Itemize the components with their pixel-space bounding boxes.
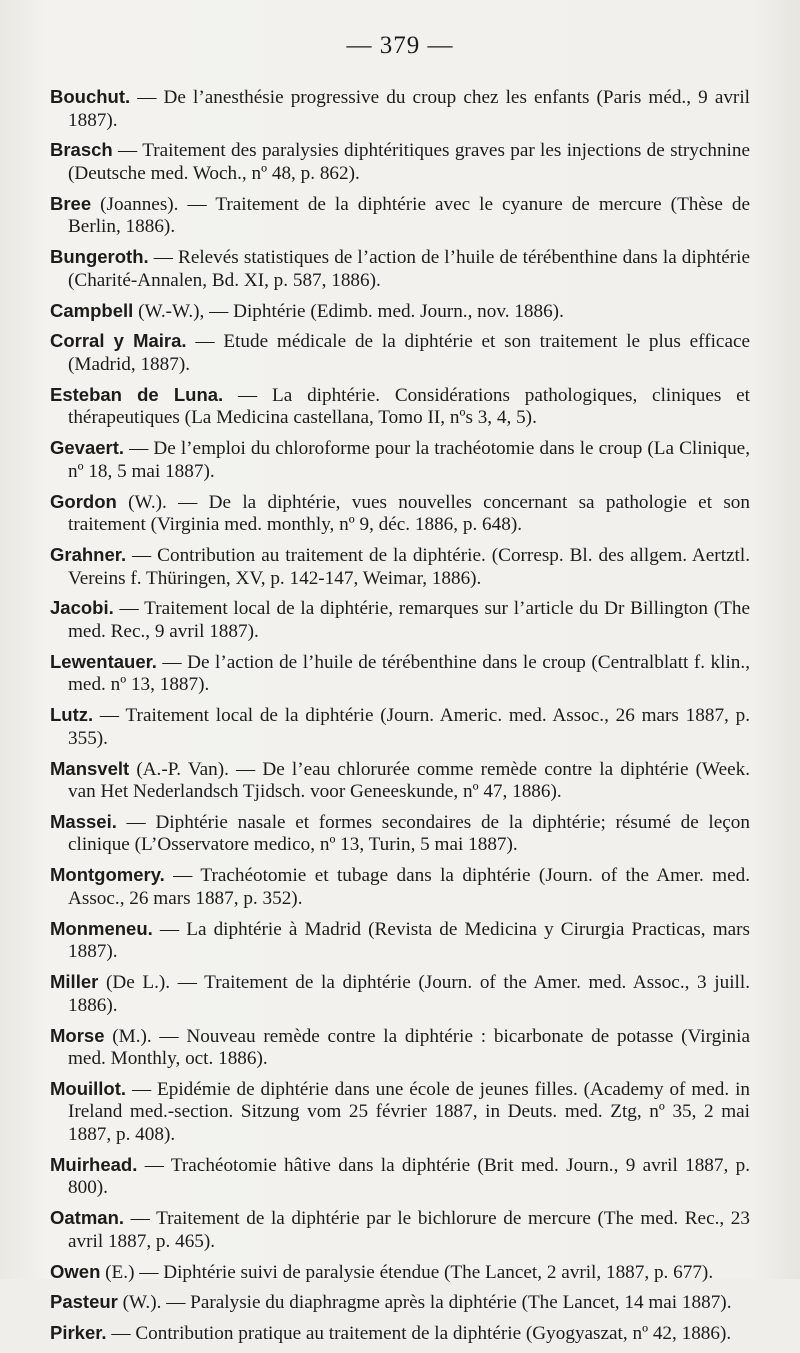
entry-author: Mansvelt (50, 757, 130, 779)
bibliography-entry (50, 1261, 750, 1285)
entry-text: — Traitement local de la diphtérie, remarques sur l’article du Dr Billington (The med. Rec., 9 avril 1887). (68, 598, 750, 642)
entry-text: — La diphtérie. Considérations pathologiques, cliniques et thérapeutiques (La Medicina castellana, Tomo II, nºs 3, 4, 5). (68, 384, 750, 429)
bibliography-entry (50, 246, 750, 292)
entry-author: Lewentauer. (50, 650, 157, 672)
bibliography-entry (50, 1322, 750, 1346)
entry-author: Oatman. (50, 1207, 125, 1229)
entry-author: Gevaert. (50, 437, 125, 459)
bibliography-list (50, 86, 750, 1353)
entry-author: Muirhead. (50, 1153, 138, 1175)
bibliography-entry (50, 651, 750, 697)
bibliography-entry (50, 597, 750, 643)
bibliography-entry (50, 1154, 750, 1200)
entry-author: Jacobi. (50, 597, 114, 619)
bibliography-entry (50, 384, 750, 430)
bibliography-entry (50, 437, 750, 483)
bibliography-entry (50, 1025, 750, 1071)
bibliography-entry (50, 811, 750, 857)
entry-text: — De l’anesthésie progressive du croup chez les enfants (Paris méd., 9 avril 1887). (68, 87, 750, 131)
entry-text: — Diphtérie nasale et formes secondaires de la diphtérie; résumé de leçon clinique (L’Osservatore medico, nº 13, Turin, 5 mai 1887). (68, 811, 750, 856)
entry-author: Morse (50, 1024, 105, 1046)
entry-text: (W.-W.), — Diphtérie (Edimb. med. Journ., nov. 1886). (133, 300, 564, 322)
entry-author: Bree (50, 192, 92, 214)
entry-text: — Contribution pratique au traitement de la diphtérie (Gyogyaszat, nº 42, 1886). (106, 1323, 732, 1345)
entry-text: — De l’emploi du chloroforme pour la trachéotomie dans le croup (La Clinique, nº 18, 5 mai 1887). (68, 438, 750, 482)
entry-text: — Epidémie de diphtérie dans une école de jeunes filles. (Academy of med. in Ireland med.-section. Sitzung vom 25 février 1887, in Deuts. med. Ztg, nº 35, 2 mai 1887, p. 408). (68, 1078, 750, 1145)
bibliography-entry (50, 1291, 750, 1315)
bibliography-entry (50, 864, 750, 910)
bibliography-entry (50, 918, 750, 964)
entry-text: — Contribution au traitement de la diphtérie. (Corresp. Bl. des allgem. Aertztl. Vereins f. Thüringen, XV, p. 142-147, Weimar, 1886). (68, 545, 750, 589)
entry-author: Bungeroth. (50, 246, 149, 268)
entry-text: — Trachéotomie et tubage dans la diphtérie (Journ. of the Amer. med. Assoc., 26 mars 1887, p. 352). (68, 865, 750, 909)
bibliography-entry (50, 971, 750, 1017)
entry-text: — Trachéotomie hâtive dans la diphtérie (Brit med. Journ., 9 avril 1887, p. 800). (68, 1154, 750, 1199)
entry-author: Massei. (50, 810, 117, 832)
entry-author: Corral y Maira. (50, 330, 187, 352)
entry-author: Esteban de Luna. (50, 383, 224, 405)
entry-text: (Joannes). — Traitement de la diphtérie avec le cyanure de mercure (Thèse de Berlin, 1886). (68, 193, 750, 238)
entry-text: (A.-P. Van). — De l’eau chlorurée comme remède contre la diphtérie (Week. van Het Nederlandsch Tjidsch. voor Geneeskunde, nº 47, 1886). (68, 758, 750, 803)
entry-author: Mouillot. (50, 1077, 127, 1099)
entry-text: (W.). — Paralysie du diaphragme après la diphtérie (The Lancet, 14 mai 1887). (117, 1292, 732, 1314)
entry-author: Monmeneu. (50, 917, 153, 939)
entry-text: — La diphtérie à Madrid (Revista de Medicina y Cirurgia Practicas, mars 1887). (68, 918, 750, 963)
entry-author: Brasch (50, 139, 113, 161)
entry-author: Pirker. (50, 1322, 107, 1344)
bibliography-entry (50, 1078, 750, 1147)
bibliography-entry (50, 193, 750, 239)
bibliography-entry (50, 330, 750, 376)
entry-text: — Traitement local de la diphtérie (Journ. Americ. med. Assoc., 26 mars 1887, p. 355). (68, 705, 750, 749)
bibliography-entry (50, 758, 750, 804)
bibliography-entry (50, 704, 750, 750)
entry-author: Owen (50, 1260, 101, 1282)
entry-author: Montgomery. (50, 864, 165, 886)
entry-text: — Relevés statistiques de l’action de l’huile de térébenthine dans la diphtérie (Charité-Annalen, Bd. XI, p. 587, 1886). (68, 247, 750, 291)
entry-author: Gordon (50, 490, 117, 512)
entry-author: Lutz. (50, 704, 94, 726)
entry-text: — Etude médicale de la diphtérie et son traitement le plus efficace (Madrid, 1887). (68, 331, 750, 375)
entry-author: Grahner. (50, 544, 127, 566)
entry-author: Pasteur (50, 1291, 118, 1313)
bibliography-entry (50, 139, 750, 185)
entry-text: — Traitement de la diphtérie par le bichlorure de mercure (The med. Rec., 23 avril 1887, p. 465). (68, 1208, 750, 1252)
bibliography-entry (50, 544, 750, 590)
bibliography-entry (50, 1207, 750, 1253)
entry-text: (De L.). — Traitement de la diphtérie (Journ. of the Amer. med. Assoc., 3 juill. 1886). (68, 972, 750, 1016)
bibliography-entry (50, 491, 750, 537)
entry-author: Bouchut. (50, 86, 131, 107)
entry-author: Campbell (50, 299, 134, 321)
entry-text: (M.). — Nouveau remède contre la diphtérie : bicarbonate de potasse (Virginia med. Monthly, oct. 1886). (68, 1025, 750, 1070)
entry-text: (E.) — Diphtérie suivi de paralysie étendue (The Lancet, 2 avril, 1887, p. 677). (100, 1261, 714, 1283)
entry-author: Miller (50, 971, 99, 993)
bibliography-entry (50, 300, 750, 324)
bibliography-entry (50, 86, 750, 132)
entry-text: (W.). — De la diphtérie, vues nouvelles concernant sa pathologie et son traitement (Virginia med. monthly, nº 9, déc. 1886, p. 648). (68, 491, 750, 536)
entry-text: — De l’action de l’huile de térébenthine dans le croup (Centralblatt f. klin., med. nº 13, 1887). (68, 651, 750, 696)
entry-text: — Traitement des paralysies diphtéritiques graves par les injections de strychnine (Deutsche med. Woch., nº 48, p. 862). (68, 140, 750, 184)
page-number: — 379 — (346, 32, 454, 59)
